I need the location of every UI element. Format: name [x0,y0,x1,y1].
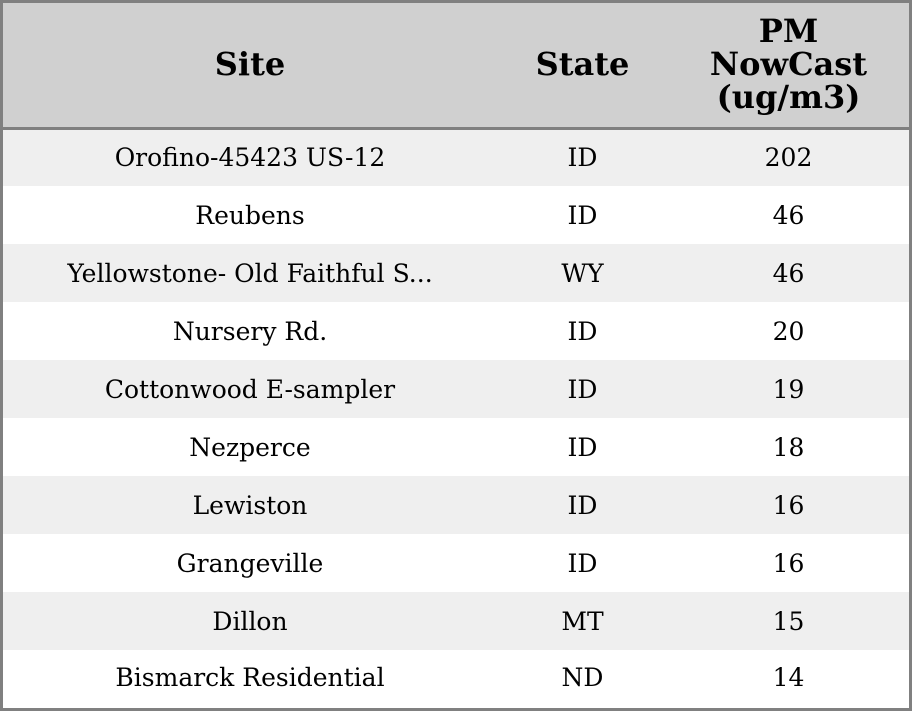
table-row [3,476,909,534]
cell-state: ID [567,143,598,173]
table-row [3,128,909,186]
cell-site: Orofino-45423 US-12 [114,143,386,173]
cell-pm: 15 [772,606,805,636]
cell-state: MT [561,606,604,636]
header-pm-nowcast [668,3,909,128]
cell-state: ID [567,548,598,578]
cell-state: WY [561,258,604,288]
cell-site: Lewiston [192,490,308,520]
cell-site: Grangeville [176,548,324,578]
cell-site: Nursery Rd. [172,316,328,346]
cell-site: Bismarck Residential [115,663,385,692]
table-row [3,418,909,476]
cell-site: Cottonwood E-sampler [104,374,396,404]
cell-site: Dillon [212,606,288,636]
header-pm-line-2: NowCast [709,45,868,84]
cell-state: ND [561,663,604,692]
table-row [3,302,909,360]
table-header [3,3,909,128]
cell-site: Reubens [195,200,305,230]
table-row [3,244,909,302]
pm-nowcast-table [3,3,909,705]
cell-state: ID [567,490,598,520]
cell-state: ID [567,316,598,346]
cell-pm: 18 [772,432,805,462]
header-state [497,3,668,128]
cell-state: ID [567,200,598,230]
header-site-line: Site [214,45,286,84]
cell-state: ID [567,374,598,404]
cell-pm: 20 [772,316,805,346]
header-pm-line-1: PM [758,12,819,51]
header-site [3,3,497,128]
cell-site: Nezperce [189,432,311,462]
header-row [3,3,909,128]
cell-pm: 202 [764,143,813,173]
table-row [3,186,909,244]
cell-pm: 46 [772,258,805,288]
cell-pm: 16 [772,490,805,520]
table-body [3,128,909,705]
table-row [3,650,909,705]
header-pm-line-3: (ug/m3) [716,78,861,117]
table-row [3,592,909,650]
cell-site: Yellowstone- Old Faithful S... [67,258,433,288]
cell-state: ID [567,432,598,462]
cell-pm: 14 [772,663,805,692]
cell-pm: 16 [772,548,805,578]
cell-pm: 19 [772,374,805,404]
header-state-line: State [535,45,630,84]
cell-pm: 46 [772,200,805,230]
table-row [3,360,909,418]
table-row [3,534,909,592]
